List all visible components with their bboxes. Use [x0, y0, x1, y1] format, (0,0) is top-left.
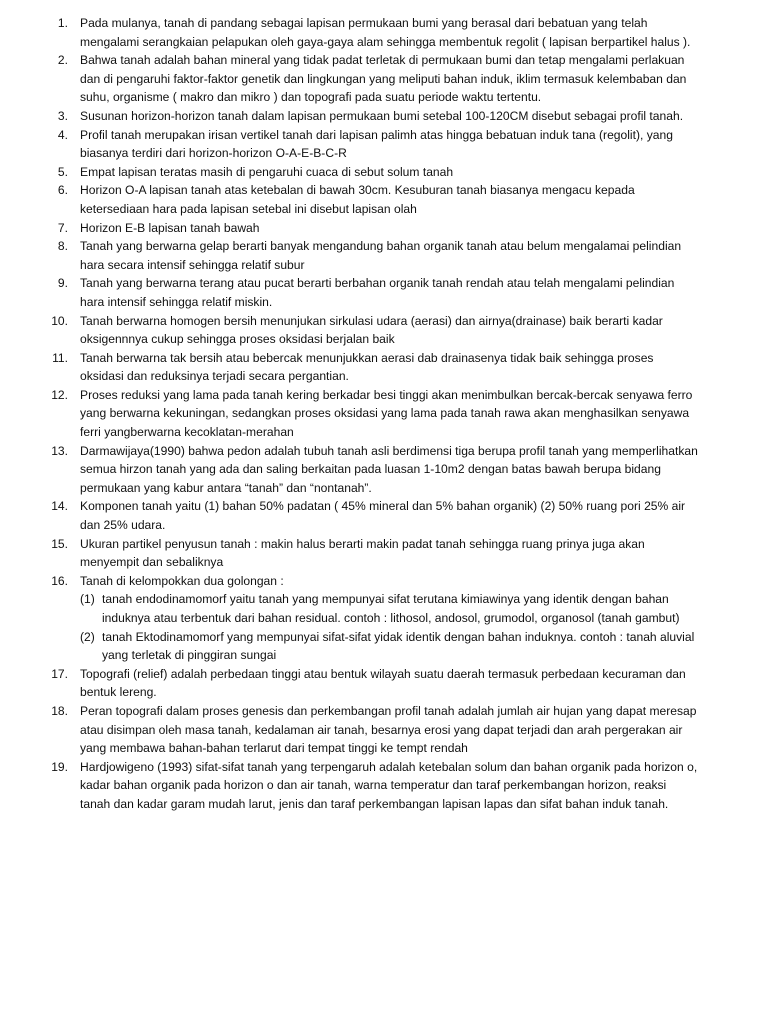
list-item [40, 535, 698, 572]
list-item [40, 107, 698, 126]
item-number: 11. [52, 350, 68, 365]
item-text: Proses reduksi yang lama pada tanah kering berkadar besi tinggi akan menimbulkan bercak-bercak senyawa ferro yang berwarna kekuningan, sedangkan proses oksidasi yang lama pada tanah rawa akan menghasilkan senyawa ferri yangberwarna kecoklatan-merahan [80, 387, 693, 440]
item-number: 2. [57, 53, 68, 68]
item-number: 10. [51, 313, 68, 328]
list-item [40, 349, 698, 386]
sub-list [80, 590, 698, 664]
item-number: 8. [57, 239, 68, 254]
list-item [40, 126, 698, 163]
item-text: Tanah berwarna homogen bersih menunjukan sirkulasi udara (aerasi) dan airnya(drainase) baik berarti kadar oksigennnya cukup sehingga proses oksidasi berjalan baik [80, 313, 663, 347]
list-item [40, 702, 698, 758]
sub-item-number: (1) [80, 592, 95, 607]
item-number: 13. [51, 443, 68, 458]
item-text: Horizon O-A lapisan tanah atas ketebalan di bawah 30cm. Kesuburan tanah biasanya mengacu kepada ketersediaan hara pada lapisan setebal ini disebut lapisan olah [80, 183, 635, 216]
list-item [40, 386, 698, 442]
list-item [40, 758, 698, 814]
sub-item-text: tanah Ektodinamomorf yang mempunyai sifat-sifat yidak identik dengan bahan induknya. contoh : tanah aluvial yang terletak di pinggiran sungai [102, 629, 695, 663]
item-text: Topografi (relief) adalah perbedaan tinggi atau bentuk wilayah suatu daerah termasuk perbedaan kecuraman dan bentuk lereng. [80, 666, 686, 700]
list-item [40, 163, 698, 182]
item-number: 19. [51, 759, 68, 774]
item-text: Ukuran partikel penyusun tanah : makin halus berarti makin padat tanah sehingga ruang prinya juga akan menyempit dan sebaliknya [80, 536, 645, 570]
item-text: Empat lapisan teratas masih di pengaruhi cuaca di sebut solum tanah [80, 164, 454, 179]
item-text: Bahwa tanah adalah bahan mineral yang tidak padat terletak di permukaan bumi dan tetap mengalami perlakuan dan di pengaruhi faktor-faktor genetik dan lingkungan yang meliputi bahan induk, iklim termasuk kelembaban dan suhu, organisme ( makro dan mikro ) dan topografi pada suatu periode waktu tertentu. [80, 53, 687, 105]
sub-list-item [80, 590, 698, 627]
item-text: Tanah di kelompokkan dua golongan : [80, 573, 284, 588]
sub-item-number: (2) [80, 629, 95, 644]
item-text: Profil tanah merupakan irisan vertikel tanah dari lapisan palimh atas hingga bebatuan induk tana (regolit), yang biasanya terdiri dari horizon-horizon O-A-E-B-C-R [80, 127, 673, 161]
list-item [40, 219, 698, 238]
item-number: 12. [51, 387, 68, 402]
item-text: Peran topografi dalam proses genesis dan perkembangan profil tanah adalah jumlah air hujan yang dapat meresap atau disimpan oleh masa tanah, kedalaman air tanah, besarnya erosi yang dapat terjadi dan arah pergerakan air yang membawa bahan-bahan terlarut dari tempat tinggi ke tempt rendah [80, 703, 697, 756]
item-number: 16. [51, 573, 68, 588]
sub-item-text: tanah endodinamomorf yaitu tanah yang mempunyai sifat terutana kimiawinya yang identik dengan bahan induknya atau terbentuk dari bahan residual. contoh : lithosol, andosol, grumodol, organosol (tanah gambut) [102, 592, 680, 625]
list-item [40, 497, 698, 534]
item-text: Komponen tanah yaitu (1) bahan 50% padatan ( 45% mineral dan 5% bahan organik) (2) 50% ruang pori 25% air dan 25% udara. [80, 499, 686, 533]
item-number: 17. [51, 666, 68, 681]
list-item [40, 312, 698, 349]
item-text: Hardjowigeno (1993) sifat-sifat tanah yang terpengaruh adalah ketebalan solum dan bahan organik pada horizon o, kadar bahan organik pada horizon o dan air tanah, warna temperatur dan taraf perkembangan horizon, reaksi tanah dan kadar garam mudah larut, jenis dan taraf perkembangan lapisan lapas dan sifat bahan induk tanah. [80, 759, 698, 811]
item-text: Tanah yang berwarna gelap berarti banyak mengandung bahan organik tanah atau belum mengalamai pelindian hara secara intensif sehingga relatif subur [80, 239, 682, 272]
item-number: 18. [51, 703, 68, 718]
item-number: 1. [57, 16, 68, 30]
list-item [40, 237, 698, 274]
item-number: 4. [57, 127, 68, 142]
item-text: Susunan horizon-horizon tanah dalam lapisan permukaan bumi setebal 100-120CM disebut sebagai profil tanah. [80, 108, 684, 123]
sub-list-item [80, 628, 698, 665]
item-number: 5. [57, 164, 68, 179]
item-number: 9. [57, 276, 68, 291]
item-text: Horizon E-B lapisan tanah bawah [80, 220, 260, 235]
item-number: 3. [57, 108, 68, 123]
list-item [40, 572, 698, 665]
item-text: Pada mulanya, tanah di pandang sebagai lapisan permukaan bumi yang berasal dari bebatuan yang telah mengalami serangkaian pelapukan oleh gaya-gaya alam sehingga membentuk regolit ( lapisan berpartikel halus ). [80, 16, 691, 49]
item-number: 15. [51, 536, 68, 551]
item-text: Tanah berwarna tak bersih atau bebercak menunjukkan aerasi dab drainasenya tidak baik sehingga proses oksidasi dan reduksinya terjadi secara pergantian. [80, 350, 654, 384]
list-item [40, 181, 698, 218]
item-number: 14. [51, 499, 68, 514]
list-item [40, 442, 698, 498]
numbered-list [40, 14, 698, 814]
list-item [40, 665, 698, 702]
list-item [40, 51, 698, 107]
list-item [40, 14, 698, 51]
list-item [40, 274, 698, 311]
item-number: 7. [57, 220, 68, 235]
item-text: Darmawijaya(1990) bahwa pedon adalah tubuh tanah asli berdimensi tiga berupa profil tanah yang memperlihatkan semua hirzon tanah yang ada dan saling berkaitan pada luasan 1-10m2 dengan batas bawah berupa bidang permukaan yang kabur antara “tanah” dan “nontanah”. [80, 443, 698, 495]
item-number: 6. [57, 183, 68, 198]
item-body [68, 572, 698, 665]
item-text: Tanah yang berwarna terang atau pucat berarti berbahan organik tanah rendah atau telah mengalami pelindian hara intensif sehingga relatif miskin. [80, 276, 675, 309]
